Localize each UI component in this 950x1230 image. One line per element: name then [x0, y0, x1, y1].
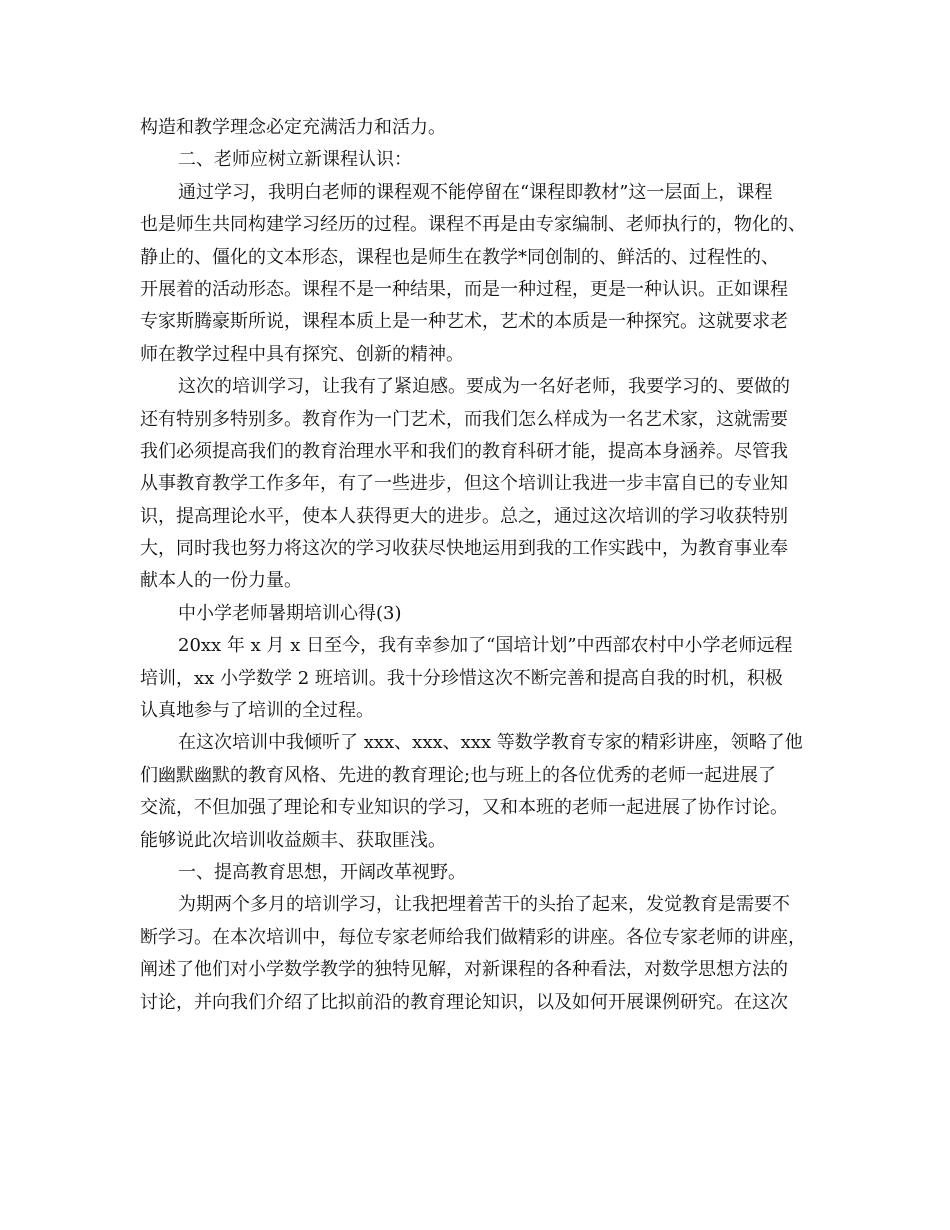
text-line: 交流，不但加强了理论和专业知识的学习，又和本班的老师一起进展了协作讨论。 — [140, 797, 788, 819]
text-line: 从事教育教学工作多年，有了一些进步，但这个培训让我进一步丰富自已的专业知 — [140, 473, 788, 495]
text-line: 师在教学过程中具有探究、创新的精神。 — [140, 343, 464, 365]
section-heading: 二、老师应树立新课程认识： — [178, 149, 412, 171]
text-line: 还有特别多特别多。教育作为一门艺术，而我们怎么样成为一名艺术家，这就需要 — [140, 408, 788, 430]
text-line: 认真地参与了培训的全过程。 — [140, 700, 374, 722]
text-line: 专家斯腾豪斯所说，课程本质上是一种艺术，艺术的本质是一种探究。这就要求老 — [140, 311, 788, 333]
text-line: 大，同时我也努力将这次的学习收获尽快地运用到我的工作实践中，为教育事业奉 — [140, 538, 788, 560]
text-line: 识，提高理论水平，使本人获得更大的进步。总之，通过这次培训的学习收获特别 — [140, 505, 788, 527]
text-line: 讨论，并向我们介绍了比拟前沿的教育理论知识，以及如何开展课例研究。在这次 — [140, 991, 788, 1013]
text-line: 们幽默幽默的教育风格、先进的教育理论;也与班上的各位优秀的老师一起进展了 — [140, 764, 777, 786]
text-line: 我们必须提高我们的教育治理水平和我们的教育科研才能，提高本身涵养。尽管我 — [140, 440, 788, 462]
text-line: 构造和教学理念必定充满活力和活力。 — [140, 117, 446, 138]
text-line: 培训，xx 小学数学 2 班培训。我十分珍惜这次不断完善和提高自我的时机，积极 — [140, 667, 783, 689]
text-line: 献本人的一份力量。 — [140, 570, 302, 592]
text-line: 为期两个多月的培训学习，让我把埋着苦干的头抬了起来，发觉教育是需要不 — [178, 894, 790, 916]
text-line: 这次的培训学习，让我有了紧迫感。要成为一名好老师，我要学习的、要做的 — [178, 376, 790, 398]
text-line: 20xx 年 x 月 x 日至今，我有幸参加了“国培计划”中西部农村中小学老师远程 — [178, 635, 793, 657]
text-line: 在这次培训中我倾听了 xxx、xxx、xxx 等数学教育专家的精彩讲座，领略了他 — [178, 732, 803, 754]
text-line: 通过学习，我明白老师的课程观不能停留在“课程即教材”这一层面上，课程 — [178, 181, 773, 203]
section-heading: 一、提高教育思想，开阔改革视野。 — [178, 861, 466, 883]
text-line: 开展着的活动形态。课程不是一种结果，而是一种过程，更是一种认识。正如课程 — [140, 278, 788, 300]
text-line: 能够说此次培训收益颇丰、获取匪浅。 — [140, 829, 446, 851]
text-line: 也是师生共同构建学习经历的过程。课程不再是由专家编制、老师执行的，物化的、 — [140, 214, 806, 236]
text-line: 阐述了他们对小学数学教学的独特见解，对新课程的各种看法，对数学思想方法的 — [140, 959, 788, 981]
text-line: 断学习。在本次培训中，每位专家老师给我们做精彩的讲座。各位专家老师的讲座， — [140, 926, 806, 948]
section-title: 中小学老师暑期培训心得(3) — [178, 602, 402, 624]
text-line: 静止的、僵化的文本形态，课程也是师生在教学*同创制的、鲜活的、过程性的、 — [140, 246, 779, 268]
document-body — [140, 112, 830, 1019]
